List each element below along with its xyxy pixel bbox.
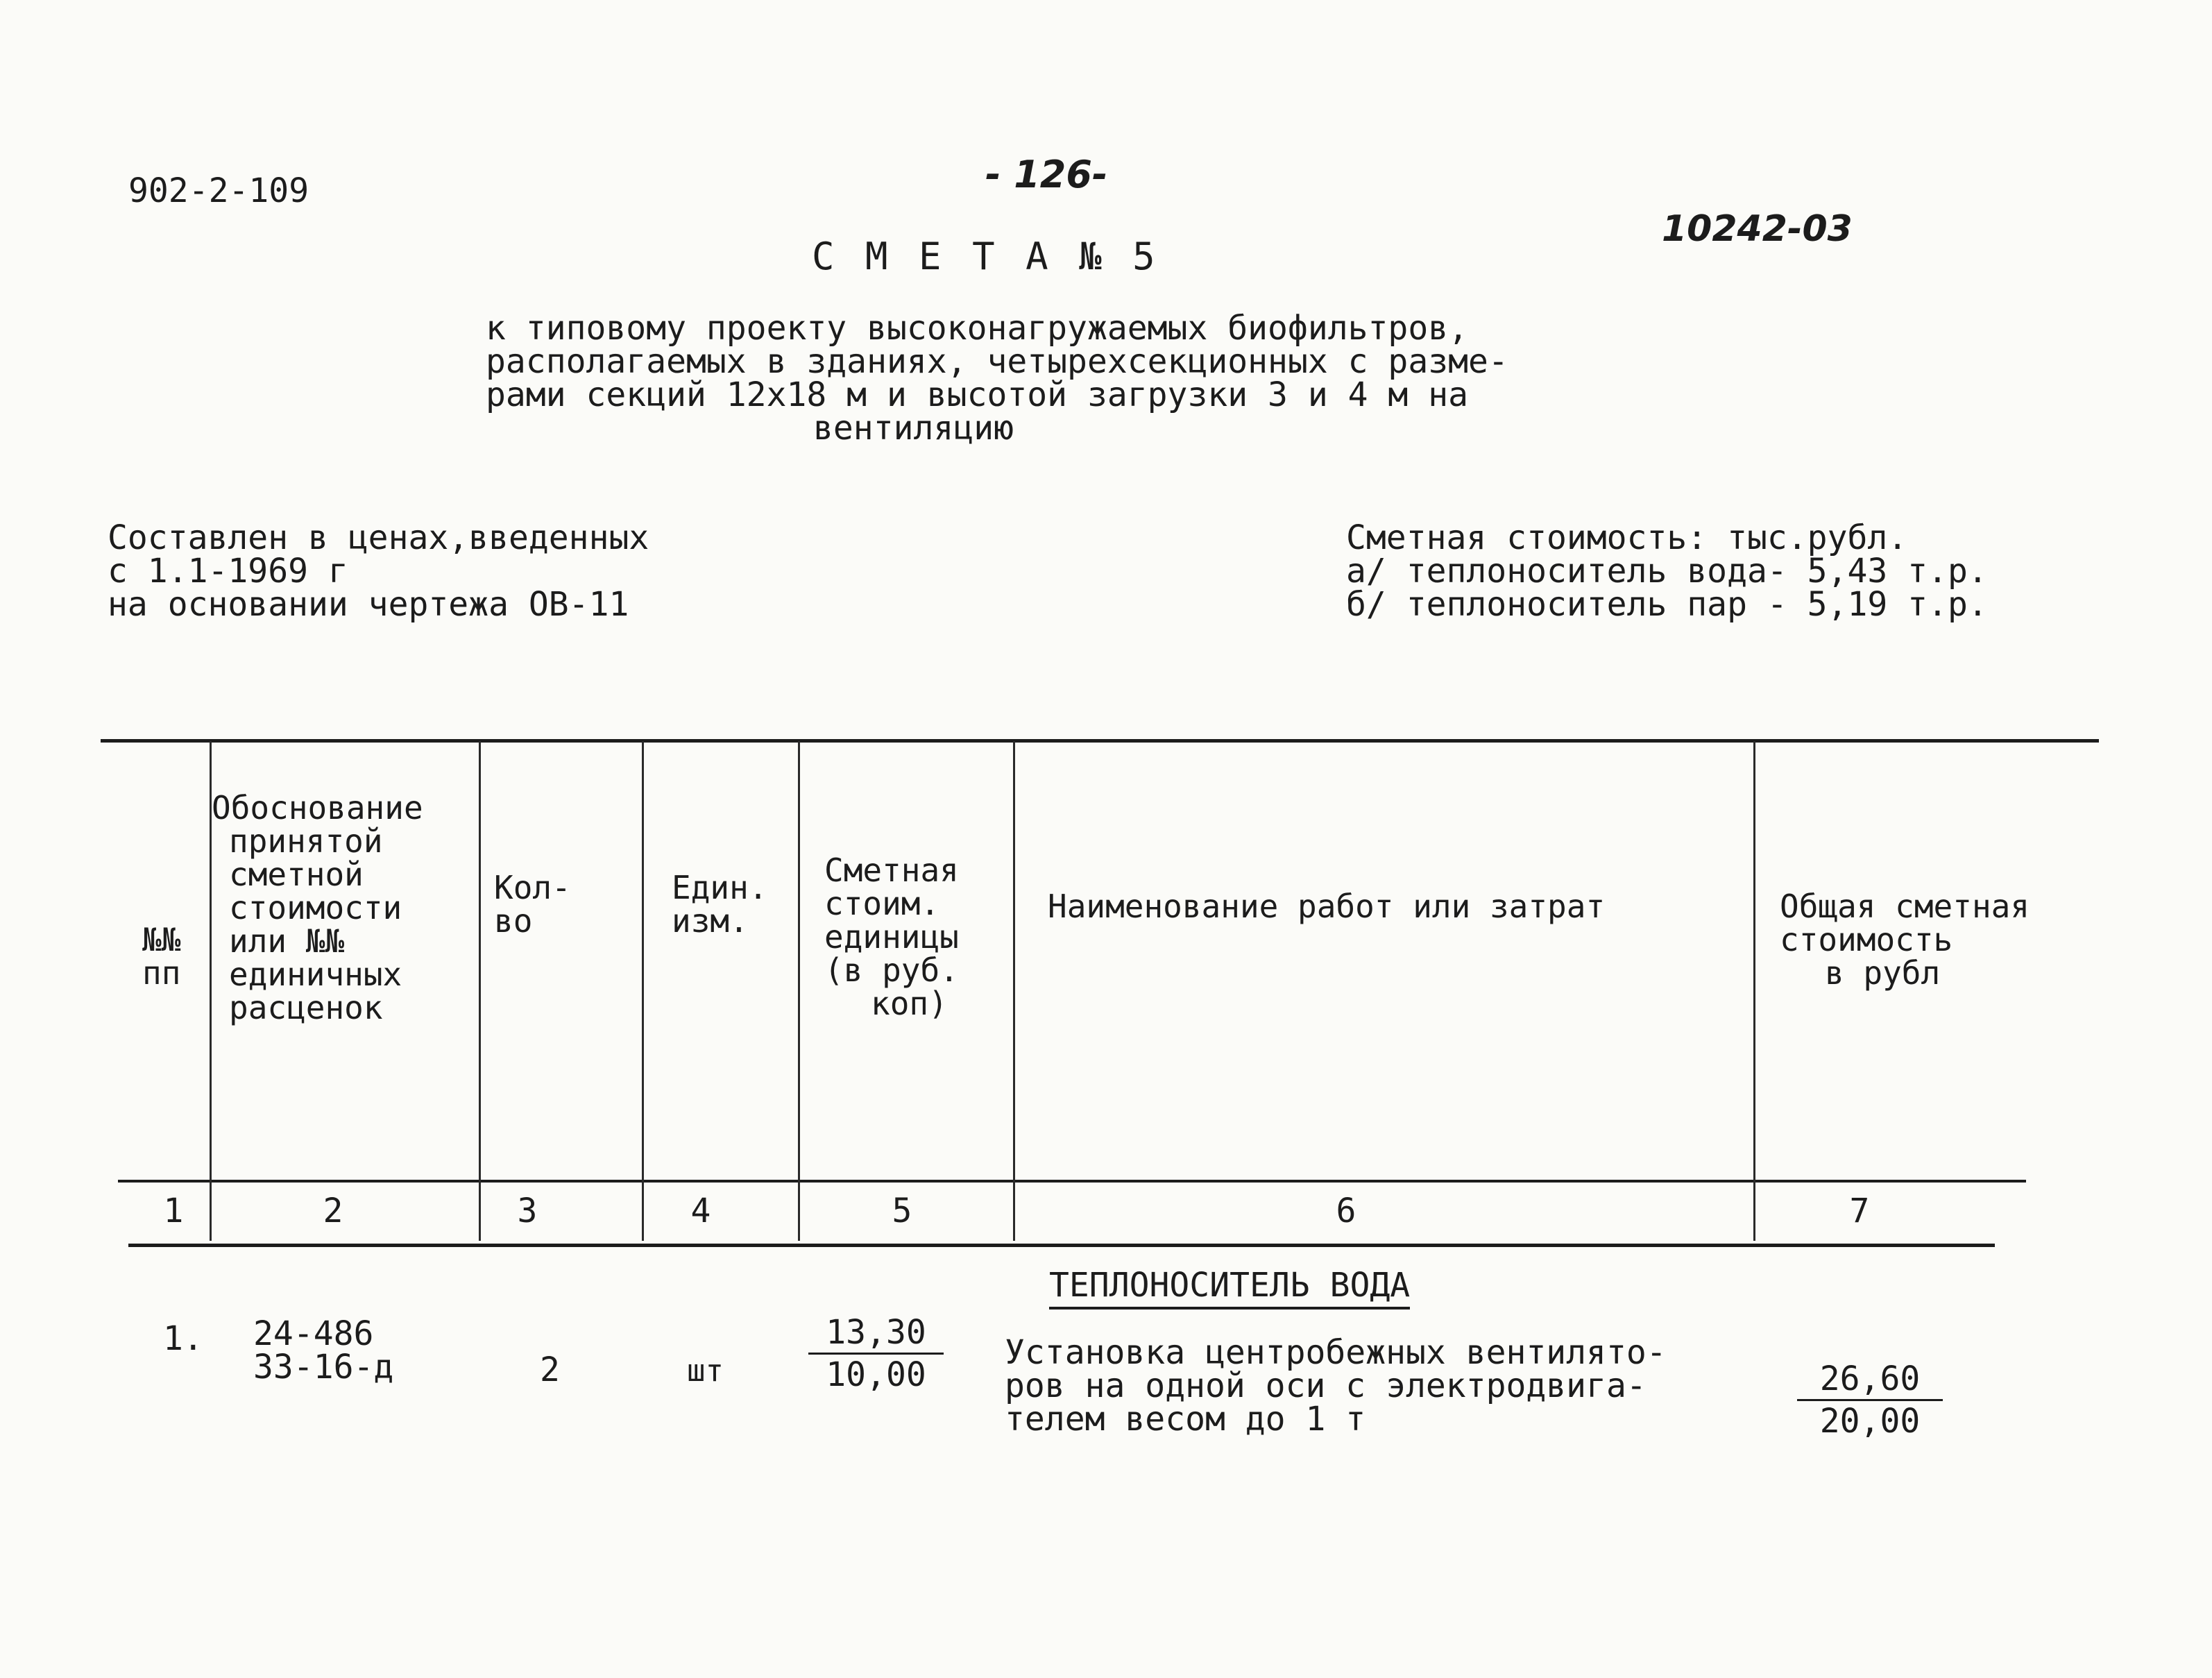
document-title: С М Е Т А № 5 (812, 235, 1159, 278)
subtitle-line: рами секций 12х18 м и высотой загрузки 3 и 4 м на (486, 375, 1469, 414)
row-description-line: телем весом до 1 т (1005, 1400, 1366, 1439)
row-unit-cost (808, 1314, 944, 1393)
row-quantity: 2 (540, 1350, 560, 1389)
row-basis-line: 33-16-д (253, 1348, 394, 1387)
header-text: №№ (142, 921, 181, 958)
column-number: 3 (517, 1192, 538, 1230)
header-separator (118, 1180, 2026, 1183)
header-text: или №№ (229, 922, 345, 960)
row-number: 1. (163, 1319, 203, 1358)
info-right-line: а/ теплоноситель вода- 5,43 т.р. (1346, 552, 1988, 591)
column-number: 2 (323, 1192, 343, 1230)
column-number-separator (128, 1244, 1995, 1247)
total-cost-top: 26,60 (1819, 1359, 1921, 1398)
header-text: Обоснование (212, 789, 423, 827)
column-number: 6 (1336, 1192, 1356, 1230)
row-description-line: ров на одной оси с электродвига- (1005, 1366, 1647, 1405)
section-title: ТЕПЛОНОСИТЕЛЬ ВОДА (1049, 1266, 1410, 1310)
table-top-border (101, 739, 2099, 743)
header-text: единичных (229, 956, 402, 993)
column-number: 1 (163, 1192, 184, 1230)
header-text: единицы (824, 918, 959, 956)
header-text: Наименование работ или затрат (1048, 888, 1606, 925)
row-description-line: Установка центробежных вентилято- (1005, 1333, 1667, 1372)
fraction-bar (808, 1353, 944, 1355)
document-code: 902-2-109 (128, 171, 309, 210)
header-text: стоим. (824, 885, 940, 922)
header-text: изм. (672, 902, 749, 940)
page-number: - 126- (985, 153, 1108, 196)
header-text: расценок (229, 989, 383, 1026)
info-left-line: на основании чертежа ОВ-11 (108, 585, 629, 624)
column-divider (1753, 741, 1755, 1241)
info-left-line: с 1.1-1969 г (108, 552, 348, 591)
column-divider (479, 741, 481, 1241)
header-text: во (494, 902, 533, 940)
subtitle-line: располагаемых в зданиях, четырехсекционных с разме- (486, 342, 1508, 381)
header-text: коп) (871, 985, 948, 1022)
unit-cost-top: 13,30 (826, 1313, 926, 1352)
header-text: (в руб. (824, 951, 959, 989)
header-text: Един. (672, 869, 768, 906)
info-left-line: Составлен в ценах,введенных (108, 518, 649, 557)
unit-cost-bottom: 10,00 (826, 1355, 926, 1394)
total-cost-bottom: 20,00 (1819, 1402, 1921, 1441)
column-divider (1013, 741, 1015, 1241)
row-basis-line: 24-486 (253, 1314, 374, 1353)
column-divider (642, 741, 644, 1241)
row-unit: шт (687, 1353, 724, 1389)
info-right-line: б/ теплоноситель пар - 5,19 т.р. (1346, 585, 1988, 624)
header-text: принятой (229, 822, 383, 860)
column-number: 4 (690, 1192, 711, 1230)
subtitle-line: вентиляцию (813, 409, 1014, 448)
column-number: 7 (1849, 1192, 1870, 1230)
subtitle-line: к типовому проекту высоконагружаемых биофильтров, (486, 309, 1469, 348)
column-number: 5 (892, 1192, 912, 1230)
header-text: стоимость (1780, 921, 1953, 958)
archive-number: 10242-03 (1662, 208, 1853, 250)
header-text: Сметная (824, 851, 959, 889)
fraction-bar (1797, 1399, 1943, 1401)
column-divider (798, 741, 800, 1241)
header-text: стоимости (229, 889, 402, 926)
header-text: Общая сметная (1780, 888, 2030, 925)
row-total-cost (1797, 1360, 1943, 1440)
header-text: в рубл (1825, 954, 1941, 992)
header-text: Кол- (494, 869, 571, 906)
header-text: сметной (229, 856, 364, 893)
header-text: пп (142, 954, 181, 992)
info-right-line: Сметная стоимость: тыс.рубл. (1346, 518, 1908, 557)
